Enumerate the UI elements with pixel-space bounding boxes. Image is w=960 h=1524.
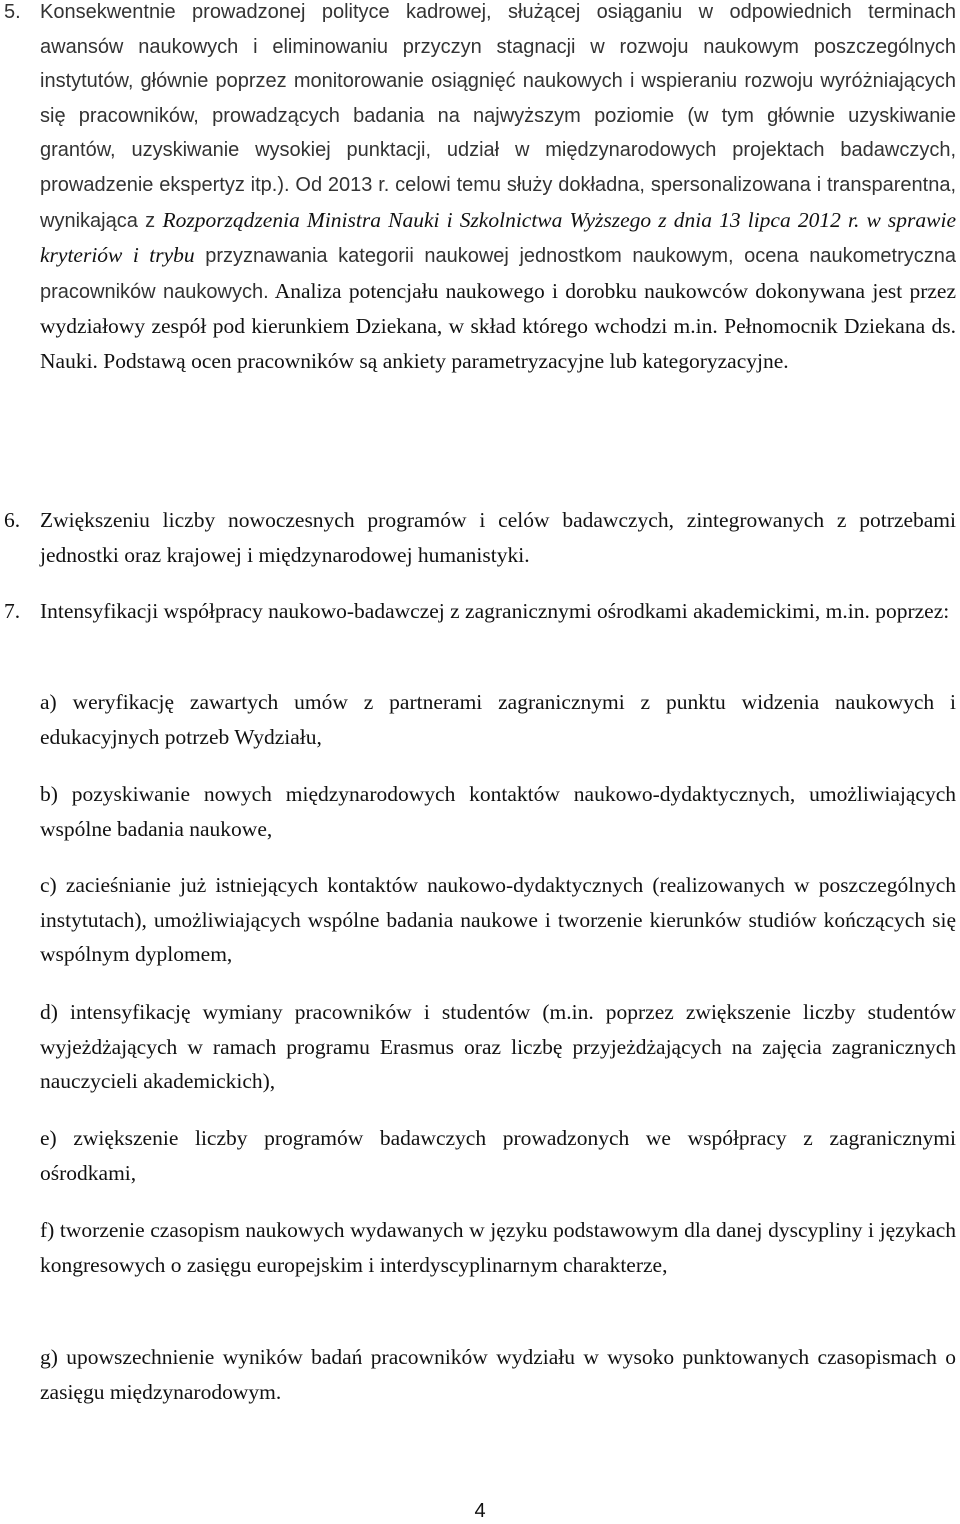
subitem-f: f) tworzenie czasopism naukowych wydawanych w języku podstawowym dla danej dyscypliny i językach kongresowych o zasięgu europejskim i interdyscyplinarnym charakterze, — [40, 1218, 956, 1277]
subitem-g: g) upowszechnienie wyników badań pracowników wydziału w wysoko punktowanych czasopismach o zasięgu międzynarodowym. — [40, 1345, 956, 1404]
subitem-a: a) weryfikację zawartych umów z partnerami zagranicznymi z punktu widzenia naukowych i edukacyjnych potrzeb Wydziału, — [40, 690, 956, 749]
subitem-c: c) zacieśnianie już istniejących kontaktów naukowo-dydaktycznych (realizowanych w poszczególnych instytutach), umożliwiających wspólne badania naukowe i tworzenie kierunków studiów kończących się wspólnym dyplomem, — [40, 873, 956, 967]
item-7-paragraph: Intensyfikacji współpracy naukowo-badawczej z zagranicznymi ośrodkami akademickimi, m.in. poprzez: — [40, 599, 950, 623]
item-6-number: 6. — [4, 508, 21, 532]
item-5-text-part1: Konsekwentnie prowadzonej polityce kadrowej, służącej osiąganiu w odpowiednich terminach awansów naukowych i eliminowaniu przyczyn stagnacji w rozwoju naukowym poszczególnych instytutów, głównie poprzez monitorowanie osiągnięć naukowych i wspieraniu rozwoju wyróżniających się pracowników, prowadzących badania na najwyższym poziomie (w tym głównie uzyskiwanie grantów, uzyskiwanie wysokiej punktacji, udział w międzynarodowych projektach badawczych, prowadzenie ekspertyz itp.). Od 2013 r. celowi temu służy dokładna, spersonalizowana i transparentna, wynikająca z — [40, 1, 956, 232]
subitem-b: b) pozyskiwanie nowych międzynarodowych kontaktów naukowo-dydaktycznych, umożliwiających wspólne badania naukowe, — [40, 782, 956, 841]
item-5-number: 5. — [4, 1, 21, 23]
page-number: 4 — [474, 1500, 486, 1522]
item-5-text-part4: Analiza potencjału naukowego i dorobku naukowców dokonywana jest przez wydziałowy zespół pod kierunkiem Dziekana, w skład którego wchodzi m.in. Pełnomocnik Dziekana ds. Nauki. Podstawą ocen pracowników są ankiety parametryzacyjne lub kategoryzacyjne. — [40, 278, 956, 373]
subitem-d: d) intensyfikację wymiany pracowników i studentów (m.in. poprzez zwiększenie liczby studentów wyjeżdżających w ramach programu Erasmus oraz liczbę przyjeżdżających na zajęcia zagranicznych nauczycieli akademickich), — [40, 1000, 956, 1094]
item-6-paragraph: Zwiększeniu liczby nowoczesnych programów i celów badawczych, zintegrowanych z potrzebami jednostki oraz krajowej i międzynarodowej humanistyki. — [40, 508, 956, 567]
subitem-e: e) zwiększenie liczby programów badawczych prowadzonych we współpracy z zagranicznymi ośrodkami, — [40, 1126, 956, 1185]
item-5-text-part3: przyznawania kategorii naukowej jednostkom naukowym, ocena naukometryczna pracowników naukowych. — [40, 245, 957, 303]
item-5-regulation-title: Rozporządzenia Ministra Nauki i Szkolnictwa Wyższego z dnia 13 lipca 2012 r. w sprawie kryteriów i trybu — [40, 207, 957, 268]
item-5-paragraph — [40, 0, 956, 379]
item-7-number: 7. — [4, 599, 21, 623]
